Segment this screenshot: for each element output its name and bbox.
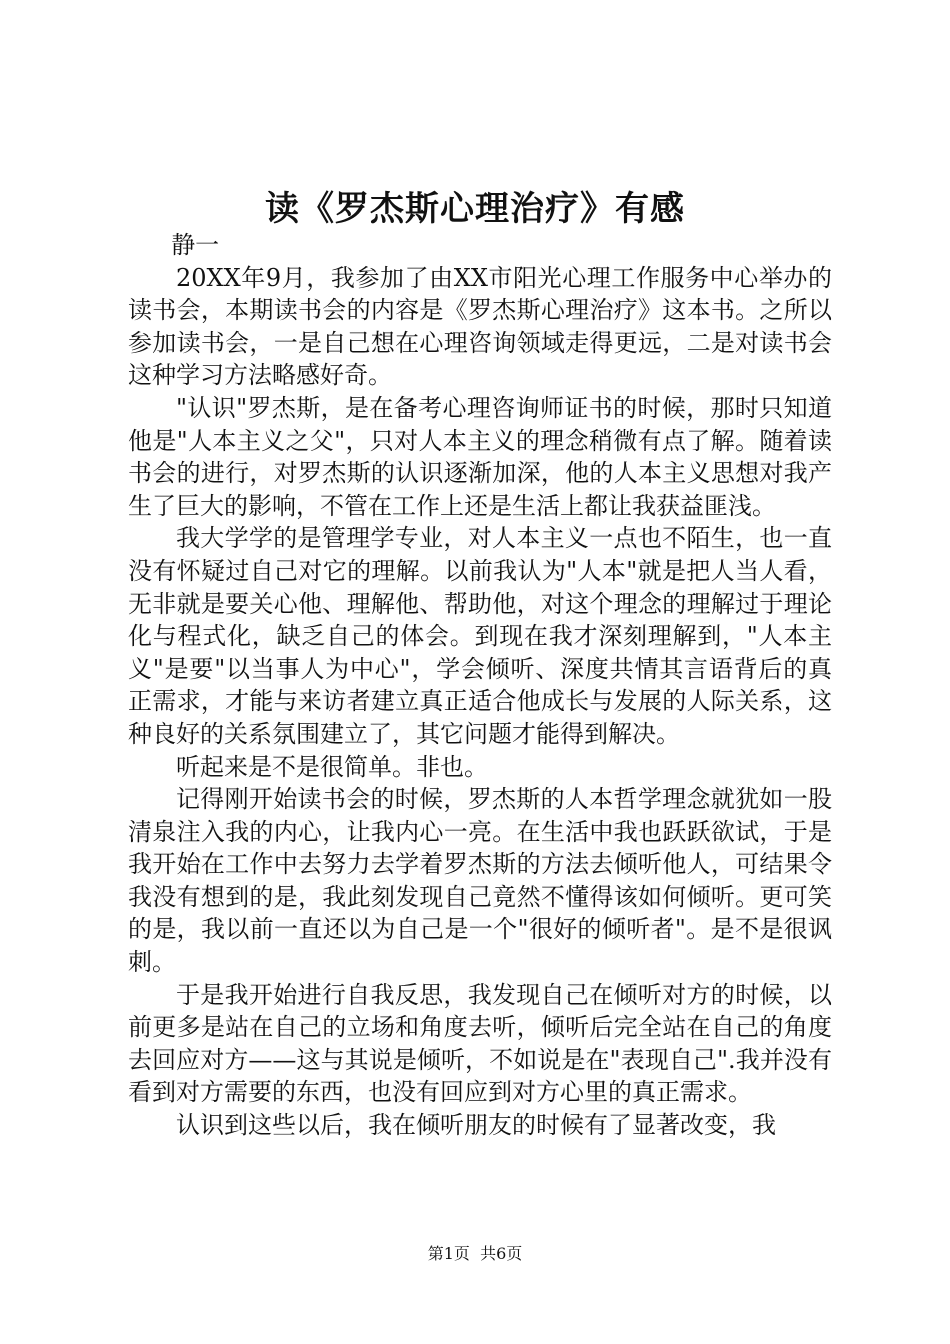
paragraph-5: 记得刚开始读书会的时候，罗杰斯的人本哲学理念就犹如一股清泉注入我的内心，让我内心一亮。在生活中我也跃跃欲试，于是我开始在工作中去努力去学着罗杰斯的方法去倾听他人，可结果令我没有想到的是，我此刻发现自己竟然不懂得该如何倾听。更可笑的是，我以前一直还以为自己是一个"很好的倾听者"。是不是很讽刺。 [128,785,832,977]
author-name: 静一 [171,231,220,259]
page-footer: 第1页 共6页 [427,1244,523,1263]
document-body [128,229,832,1142]
paragraph-1: 20XX年9月，我参加了由XX市阳光心理工作服务中心举办的读书会，本期读书会的内容是《罗杰斯心理治疗》这本书。之所以参加读书会，一是自己想在心理咨询领域走得更远，二是对读书会这种学习方法略感好奇。 [128,263,832,390]
paragraph-6: 于是我开始进行自我反思，我发现自己在倾听对方的时候，以前更多是站在自己的立场和角度去听，倾听后完全站在自己的角度去回应对方——这与其说是倾听，不如说是在"表现自己".我并没有看到对方需要的东西，也没有回应到对方心里的真正需求。 [128,980,832,1107]
paragraph-7: 认识到这些以后，我在倾听朋友的时候有了显著改变，我 [176,1111,776,1140]
paragraph-2: "认识"罗杰斯，是在备考心理咨询师证书的时候，那时只知道他是"人本主义之父"，只对人本主义的理念稍微有点了解。随着读书会的进行，对罗杰斯的认识逐渐加深，他的人本主义思想对我产生了巨大的影响，不管在工作上还是生活上都让我获益匪浅。 [128,393,832,520]
document-title: 读《罗杰斯心理治疗》有感 [265,189,685,229]
paragraph-4: 听起来是不是很简单。非也。 [176,752,488,781]
paragraph-3: 我大学学的是管理学专业，对人本主义一点也不陌生，也一直没有怀疑过自己对它的理解。以前我认为"人本"就是把人当人看，无非就是要关心他、理解他、帮助他，对这个理念的理解过于理论化与程式化，缺乏自己的体会。到现在我才深刻理解到，"人本主义"是要"以当事人为中心"，学会倾听、深度共情其言语背后的真正需求，才能与来访者建立真正适合他成长与发展的人际关系，这种良好的关系氛围建立了，其它问题才能得到解决。 [128,524,832,748]
